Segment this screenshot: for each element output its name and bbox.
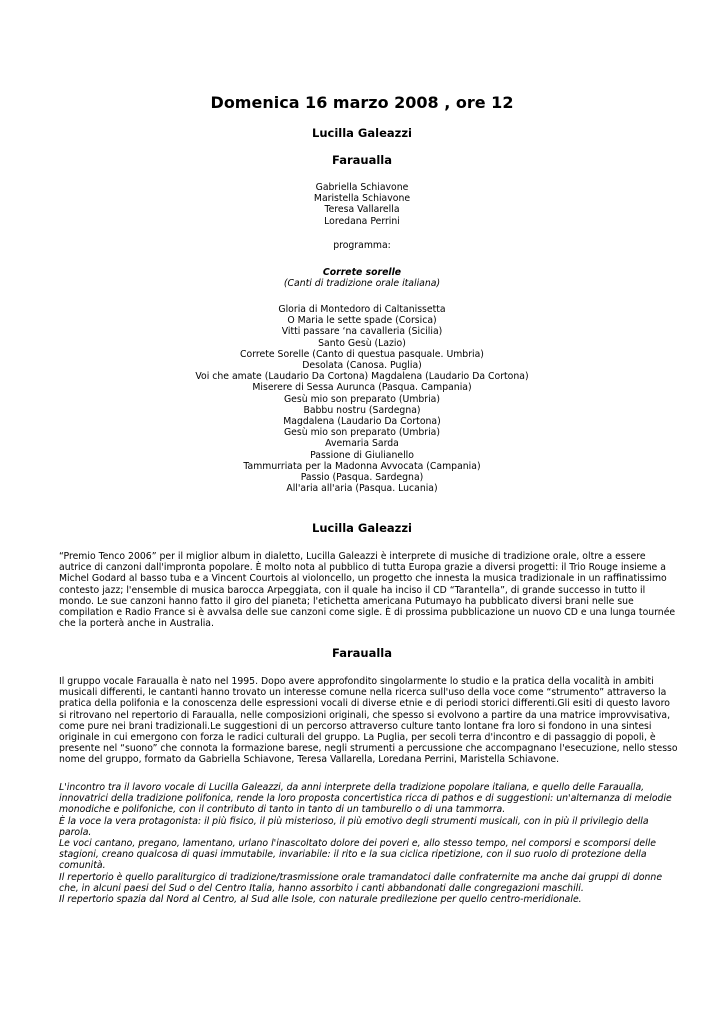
section-heading-galeazzi: Lucilla Galeazzi bbox=[312, 521, 412, 535]
paragraph-line: che la porterà anche in Australia. bbox=[59, 618, 214, 630]
paragraph-line: pratica della polifonia e la conoscenza delle espressioni vocali di diverse etnie e di periodi storici differenti.Gli esiti di questo lavoro bbox=[59, 698, 670, 710]
paragraph-galeazzi bbox=[59, 551, 676, 630]
song-item: Passio (Pasqua. Sardegna) bbox=[300, 472, 424, 484]
song-item: Miserere di Sessa Aurunca (Pasqua. Campania) bbox=[252, 382, 472, 394]
program-heading bbox=[0, 267, 724, 289]
program-label: programma: bbox=[333, 240, 391, 251]
paragraph-line: Il gruppo vocale Faraualla è nato nel 1995. Dopo avere approfondito singolarmente lo studio e la pratica della vocalità in ambiti bbox=[59, 676, 654, 687]
paragraph-line: autrice di canzoni dall'impronta popolare. È molto nota al pubblico di tutta Europa grazie a diversi progetti: il Trio Rouge insieme a bbox=[59, 562, 666, 574]
paragraph-line: È la voce la vera protagonista: il più fisico, il più misterioso, il più emotivo degli strumenti musicali, con in più il privilegio della bbox=[59, 815, 649, 827]
performer: Loredana Perrini bbox=[324, 215, 400, 227]
song-item: Gloria di Montedoro di Caltanissetta bbox=[278, 304, 446, 315]
paragraph-line: che, in alcuni paesi del Sud o del Centro Italia, hanno assorbito i canti abbandonati dalle congregazioni maschili. bbox=[59, 882, 584, 894]
paragraph-line: come pure nei brani tradizionali.Le suggestioni di un percorso attraverso culture tanto lontane fra loro si fondono in una sintesi bbox=[59, 720, 652, 732]
paragraph-line: compilation e Radio France si è avvalsa delle sue canzoni come sigle. È di prossima pubblicazione un nuovo CD e una lunga tournée bbox=[59, 607, 676, 619]
performer: Gabriella Schiavone bbox=[315, 182, 409, 193]
song-item: Gesù mio son preparato (Umbria) bbox=[283, 427, 441, 439]
paragraph-line: innovatrici della tradizione polifonica, rende la loro proposta concertistica ricca di pathos e di suggestioni: un'alternanza di melodie bbox=[59, 793, 672, 805]
paragraph-line: stagioni, creano qualcosa di quasi immutabile, invariabile: il rito e la sua ciclica ripetizione, con il suo ruolo di protezione della bbox=[59, 849, 647, 861]
song-item: Gesù mio son preparato (Umbria) bbox=[283, 393, 441, 405]
paragraph-italic bbox=[59, 782, 672, 906]
paragraph-line: si ritrovano nel repertorio di Faraualla, nelle composizioni originali, che spesso si evolvono a partire da una matrice improvvisativa, bbox=[59, 709, 671, 721]
paragraph-line: Le voci cantano, pregano, lamentano, urlano l'inascoltato dolore dei poveri e, allo stesso tempo, nel comporsi e scomporsi delle bbox=[59, 838, 656, 850]
performers-list bbox=[0, 182, 724, 227]
paragraph-line: L'incontro tra il lavoro vocale di Lucilla Galeazzi, da anni interprete della tradizione popolare italiana, e quello delle Faraualla, bbox=[59, 782, 645, 793]
song-item: Babbu nostru (Sardegna) bbox=[303, 404, 421, 416]
song-item: Tammurriata per la Madonna Avvocata (Campania) bbox=[243, 460, 481, 472]
paragraph-line: Michel Godard al basso tuba e a Vincent Courtois al violoncello, un progetto che innesta la musica tradizionale in un raffinatissimo bbox=[59, 573, 667, 585]
paragraph-line: parola. bbox=[59, 826, 92, 838]
section-heading-faraualla: Faraualla bbox=[332, 646, 392, 660]
song-item: All'aria all'aria (Pasqua. Lucania) bbox=[286, 483, 438, 495]
performer: Maristella Schiavone bbox=[313, 193, 411, 205]
paragraph-line: “Premio Tenco 2006” per il miglior album in dialetto, Lucilla Galeazzi è interprete di musiche di tradizione orale, oltre a essere bbox=[59, 551, 646, 562]
paragraph-line: originale in cui emergono con forza le radici culturali del gruppo. La Puglia, per secoli terra d'incontro e di passaggio di popoli, è bbox=[59, 732, 656, 744]
program-subtitle: (Canti di tradizione orale italiana) bbox=[283, 278, 441, 290]
song-item: Avemaria Sarda bbox=[325, 438, 399, 450]
paragraph-line: comunità. bbox=[59, 860, 106, 872]
paragraph-line: nome del gruppo, formato da Gabriella Schiavone, Teresa Vallarella, Loredana Perrini, Maristella Schiavone. bbox=[59, 754, 560, 766]
paragraph-line: monodiche e polifoniche, con il contributo di tanto in tanto di un tamburello o di una tammorra. bbox=[59, 804, 506, 816]
song-list bbox=[0, 304, 724, 494]
song-item: Desolata (Canosa. Puglia) bbox=[302, 360, 422, 372]
paragraph-line: Il repertorio è quello paraliturgico di tradizione/trasmissione orale tramandatoci dalle confraternite ma anche dai gruppi di donne bbox=[59, 871, 663, 883]
song-item: O Maria le sette spade (Corsica) bbox=[287, 315, 437, 327]
page-title: Domenica 16 marzo 2008 , ore 12 bbox=[210, 93, 514, 112]
paragraph-faraualla bbox=[59, 676, 678, 766]
paragraph-line: presente nel “suono” che connota la formazione barese, negli strumenti a percussione che accompagnano l'esecuzione, nello stesso bbox=[59, 743, 678, 755]
song-item: Correte Sorelle (Canto di questua pasquale. Umbria) bbox=[240, 348, 484, 360]
paragraph-line: musicali differenti, le cantanti hanno trovato un interesse comune nella ricerca sull'uso della voce come “strumento” attraverso la bbox=[59, 687, 667, 699]
paragraph-line: mondo. Le sue canzoni hanno fatto il giro del pianeta; l'etichetta americana Putumayo ha pubblicato diversi brani nelle sue bbox=[59, 595, 634, 607]
song-item: Passione di Giulianello bbox=[310, 449, 414, 461]
song-item: Vitti passare ‘na cavalleria (Sicilia) bbox=[281, 326, 443, 338]
song-item: Magdalena (Laudario Da Cortona) bbox=[283, 416, 441, 428]
song-item: Santo Gesù (Lazio) bbox=[318, 337, 406, 349]
program-title: Correte sorelle bbox=[322, 267, 402, 278]
artist-name: Lucilla Galeazzi bbox=[312, 126, 412, 140]
paragraph-line: Il repertorio spazia dal Nord al Centro, al Sud alle Isole, con naturale predilezione per quello centro-meridionale. bbox=[59, 894, 582, 906]
group-name: Faraualla bbox=[332, 153, 392, 167]
song-item: Voi che amate (Laudario Da Cortona) Magdalena (Laudario Da Cortona) bbox=[195, 371, 529, 383]
paragraph-line: contesto jazz; l'ensemble di musica barocca Arpeggiata, con il quale ha inciso il CD “Tarantella”, di grande successo in tutto il bbox=[59, 584, 646, 596]
performer: Teresa Vallarella bbox=[324, 204, 400, 216]
